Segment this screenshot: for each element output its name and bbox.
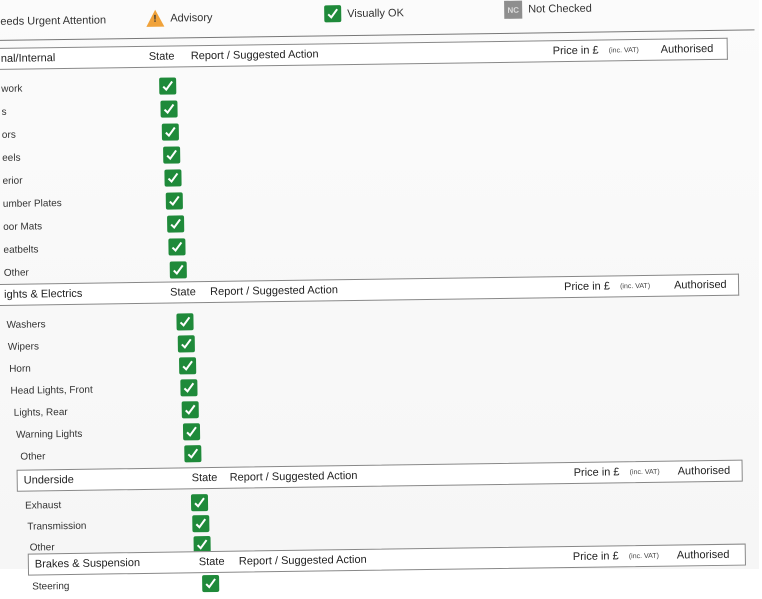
column-authorised: Authorised bbox=[661, 43, 714, 56]
row-label: oor Mats bbox=[3, 221, 42, 233]
check-icon bbox=[180, 379, 197, 396]
column-state: State bbox=[199, 556, 225, 568]
column-state: State bbox=[149, 50, 175, 62]
row-label: Transmission bbox=[27, 521, 86, 533]
check-icon bbox=[164, 169, 181, 186]
row-label: s bbox=[1, 107, 6, 118]
check-icon bbox=[191, 494, 208, 511]
section-header-brakes-suspension bbox=[28, 544, 746, 576]
column-price-note: (inc. VAT) bbox=[620, 283, 650, 290]
column-price: Price in £ bbox=[564, 280, 610, 293]
row-label: Lights, Rear bbox=[14, 407, 68, 419]
row-label: Exhaust bbox=[25, 500, 61, 512]
section-header-underside bbox=[17, 460, 743, 492]
row-label: Steering bbox=[32, 581, 69, 593]
legend-urgent-label: eeds Urgent Attention bbox=[0, 14, 106, 27]
column-report: Report / Suggested Action bbox=[239, 554, 367, 568]
legend-ok-label: Visually OK bbox=[347, 7, 404, 20]
column-price: Price in £ bbox=[553, 45, 599, 58]
legend-urgent bbox=[0, 14, 106, 27]
column-price-note: (inc. VAT) bbox=[629, 553, 659, 560]
row-label: Head Lights, Front bbox=[10, 385, 92, 397]
check-icon bbox=[167, 215, 184, 232]
row-label: eatbelts bbox=[3, 244, 38, 255]
check-icon bbox=[168, 238, 185, 255]
check-icon bbox=[183, 423, 200, 440]
column-report: Report / Suggested Action bbox=[191, 48, 319, 62]
column-price: Price in £ bbox=[574, 466, 620, 479]
check-icon bbox=[162, 123, 179, 140]
column-authorised: Authorised bbox=[678, 465, 731, 478]
column-price-note: (inc. VAT) bbox=[630, 469, 660, 476]
row-label: ors bbox=[2, 130, 16, 141]
check-icon bbox=[159, 77, 176, 94]
row-label: Horn bbox=[9, 364, 31, 375]
legend-not-checked bbox=[504, 0, 592, 19]
not-checked-icon: NC bbox=[504, 1, 522, 19]
column-state: State bbox=[192, 472, 218, 484]
check-icon bbox=[324, 5, 341, 22]
check-icon bbox=[202, 575, 219, 592]
section-title: Brakes & Suspension bbox=[35, 557, 140, 570]
column-report: Report / Suggested Action bbox=[230, 470, 358, 484]
check-icon bbox=[160, 100, 177, 117]
column-authorised: Authorised bbox=[674, 279, 727, 292]
row-label: Warning Lights bbox=[16, 429, 82, 441]
section-header-external-internal bbox=[0, 38, 728, 70]
legend bbox=[0, 0, 754, 41]
column-price: Price in £ bbox=[573, 550, 619, 563]
row-label: work bbox=[1, 84, 22, 95]
check-icon bbox=[192, 515, 209, 532]
check-icon bbox=[163, 146, 180, 163]
row-label: Washers bbox=[6, 319, 45, 331]
check-icon bbox=[182, 401, 199, 418]
row-label: Other bbox=[4, 268, 29, 279]
legend-not-checked-label: Not Checked bbox=[528, 3, 592, 16]
row-label: Wipers bbox=[8, 341, 39, 352]
legend-ok bbox=[324, 4, 404, 22]
row-label: umber Plates bbox=[3, 198, 62, 210]
column-authorised: Authorised bbox=[677, 549, 730, 562]
column-report: Report / Suggested Action bbox=[210, 284, 338, 298]
check-icon bbox=[170, 261, 187, 278]
row-label: Other bbox=[20, 451, 45, 462]
check-icon bbox=[179, 357, 196, 374]
section-title: Underside bbox=[24, 474, 74, 487]
row-label: erior bbox=[2, 176, 22, 187]
row-label: Other bbox=[30, 542, 55, 553]
section-header-lights-electrics bbox=[0, 274, 739, 306]
warning-triangle-icon bbox=[146, 10, 164, 27]
check-icon bbox=[178, 335, 195, 352]
legend-advisory-label: Advisory bbox=[170, 11, 212, 24]
section-title: nal/Internal bbox=[1, 52, 56, 65]
row-label: eels bbox=[2, 153, 21, 164]
legend-advisory bbox=[146, 9, 212, 27]
check-icon bbox=[176, 313, 193, 330]
section-title: ights & Electrics bbox=[4, 288, 82, 301]
column-price-note: (inc. VAT) bbox=[609, 47, 639, 54]
check-icon bbox=[166, 192, 183, 209]
check-icon bbox=[184, 445, 201, 462]
column-state: State bbox=[170, 286, 196, 298]
